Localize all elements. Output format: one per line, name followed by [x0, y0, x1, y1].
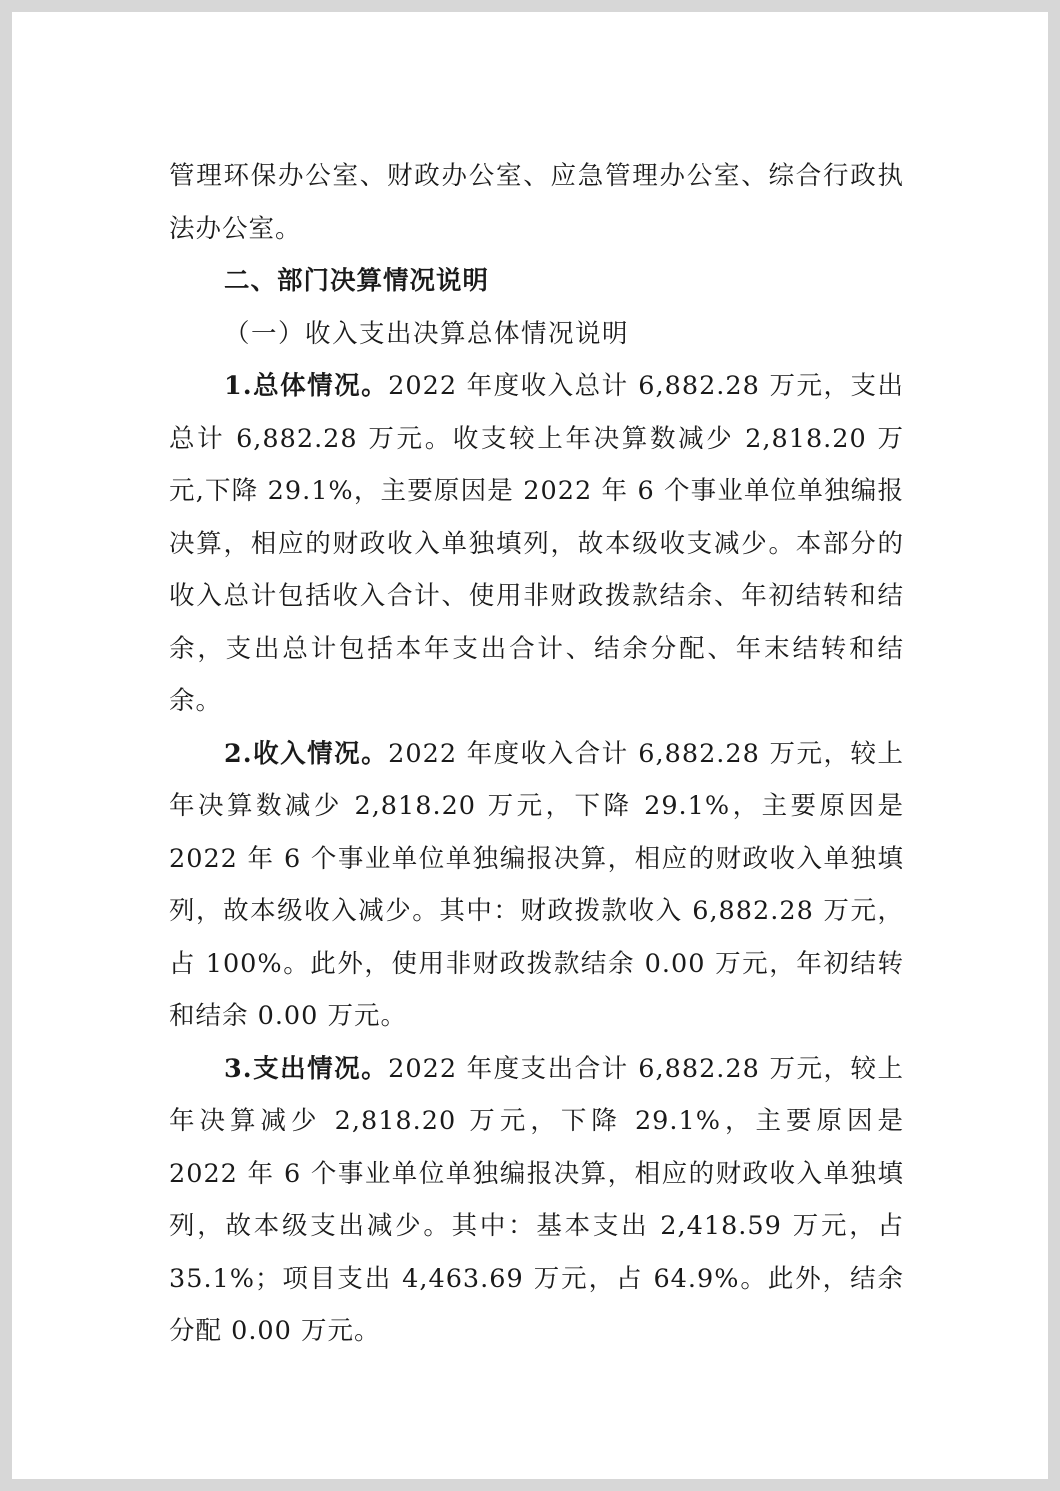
expenditure-body: 2022 年度支出合计 6,882.28 万元，较上年决算减少 2,818.20 万元，下降 29.1%，主要原因是 2022 年 6 个事业单位单独编报决算，相应的财政收入单独填列，故本级支出减少。其中：基本支出 2,418.59 万元，占 35.1%；项目支出 4,463.69 万元，占 64.9%。此外，结余分配 0.00 万元。: [169, 1053, 904, 1346]
overall-paragraph: [169, 360, 904, 728]
intro-paragraph: 管理环保办公室、财政办公室、应急管理办公室、综合行政执法办公室。: [169, 161, 904, 244]
expenditure-paragraph: [169, 1043, 904, 1358]
overall-lead: 1.总体情况。: [224, 371, 389, 401]
income-lead: 2.收入情况。: [224, 738, 389, 769]
subsection-heading: （一）收入支出决算总体情况说明: [224, 318, 630, 349]
section-heading: 二、部门决算情况说明: [224, 266, 490, 296]
document-page: [12, 12, 1048, 1479]
income-paragraph: [169, 728, 904, 1043]
expenditure-lead: 3.支出情况。: [224, 1053, 389, 1084]
income-body: 2022 年度收入合计 6,882.28 万元，较上年决算数减少 2,818.20 万元，下降 29.1%，主要原因是 2022 年 6 个事业单位单独编报决算，相应的财政收入单独填列，故本级收入减少。其中：财政拨款收入 6,882.28 万元，占 100%。此外，使用非财政拨款结余 0.00 万元，年初结转和结余 0.00 万元。: [169, 738, 904, 1031]
overall-body: 2022 年度收入总计 6,882.28 万元，支出总计 6,882.28 万元。收支较上年决算数减少 2,818.20 万元,下降 29.1%，主要原因是 2022 年 6 个事业单位单独编报决算，相应的财政收入单独填列，故本级收支减少。本部分的收入总计包括收入合计、使用非财政拨款结余、年初结转和结余，支出总计包括本年支出合计、结余分配、年末结转和结余。: [169, 371, 904, 716]
document-body: [169, 150, 904, 1358]
